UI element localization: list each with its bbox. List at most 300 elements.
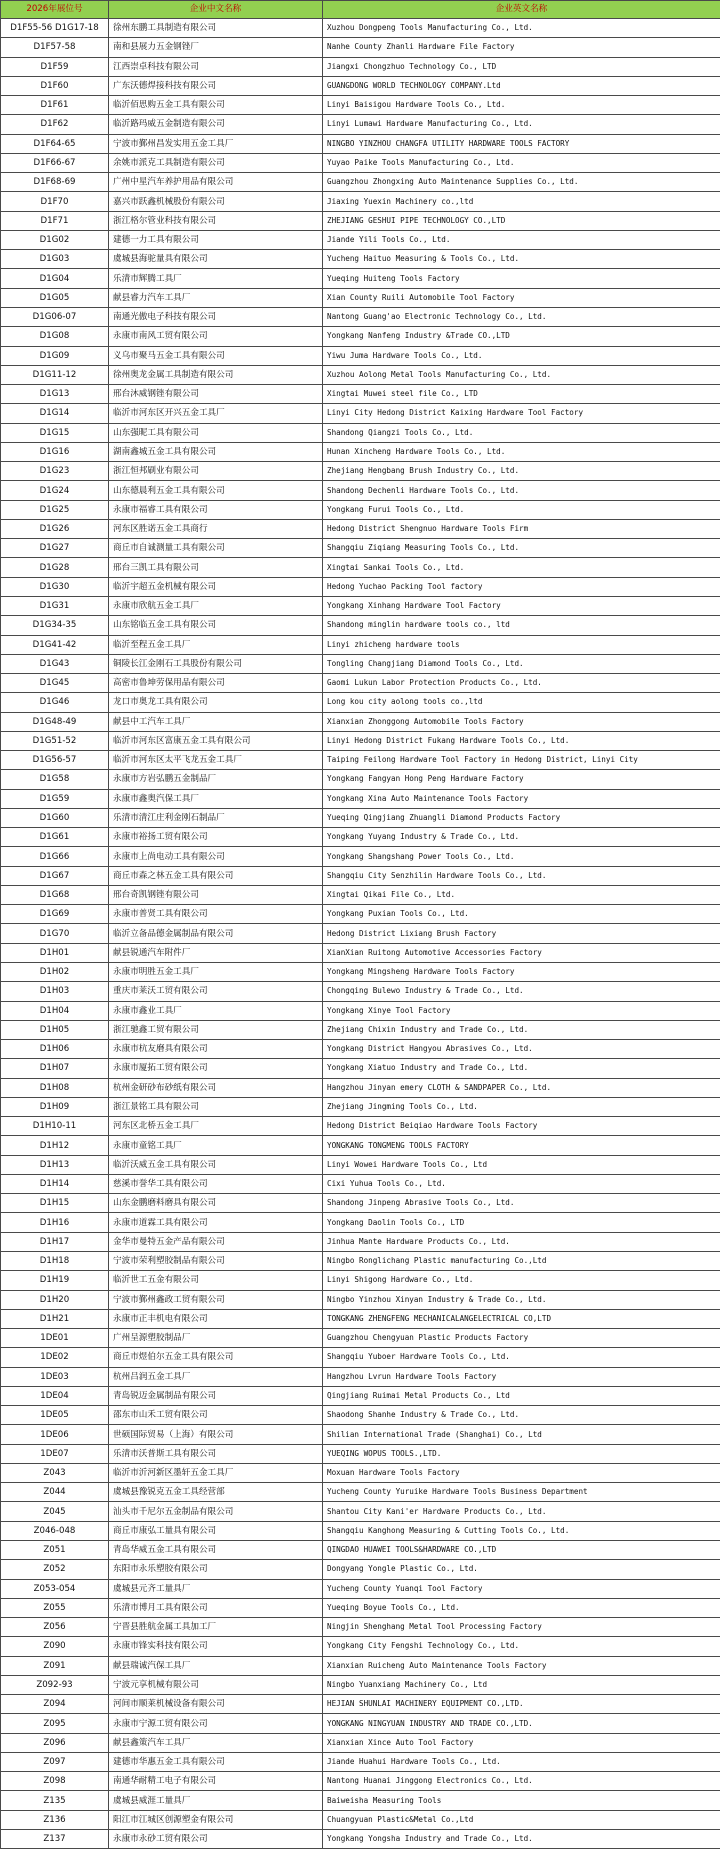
booth-number-cell[interactable]: D1H19: [1, 1271, 109, 1290]
booth-number-cell[interactable]: D1G11-12: [1, 365, 109, 384]
booth-number-cell[interactable]: Z135: [1, 1791, 109, 1810]
english-name-cell[interactable]: Yongkang Xina Auto Maintenance Tools Factory: [323, 789, 720, 808]
booth-number-cell[interactable]: D1H16: [1, 1213, 109, 1232]
english-name-cell[interactable]: Shantou City Kani'er Hardware Products Co., Ltd.: [323, 1502, 720, 1521]
english-name-cell[interactable]: Yongkang Shangshang Power Tools Co., Ltd.: [323, 847, 720, 866]
english-name-cell[interactable]: Shangqiu Yuboer Hardware Tools Co., Ltd.: [323, 1348, 720, 1367]
booth-number-cell[interactable]: D1G43: [1, 654, 109, 673]
english-name-cell[interactable]: XianXian Ruitong Automotive Accessories Factory: [323, 943, 720, 962]
booth-number-cell[interactable]: Z136: [1, 1810, 109, 1829]
english-name-cell[interactable]: Hangzhou Lvrun Hardware Tools Factory: [323, 1367, 720, 1386]
booth-number-cell[interactable]: D1G41-42: [1, 635, 109, 654]
chinese-name-cell[interactable]: 虞城县威涯工量具厂: [109, 1791, 323, 1810]
chinese-name-cell[interactable]: 杭州吕润五金工具厂: [109, 1367, 323, 1386]
chinese-name-cell[interactable]: 临沂立备品德金属制品有限公司: [109, 924, 323, 943]
english-name-cell[interactable]: Guangzhou Zhongxing Auto Maintenance Supplies Co., Ltd.: [323, 173, 720, 192]
booth-number-cell[interactable]: D1G66: [1, 847, 109, 866]
booth-number-cell[interactable]: Z046-048: [1, 1521, 109, 1540]
english-name-cell[interactable]: Ningjin Shenghang Metal Tool Processing Factory: [323, 1618, 720, 1637]
chinese-name-cell[interactable]: 河东区胜诺五金工具商行: [109, 519, 323, 538]
chinese-name-cell[interactable]: 商丘市森之林五金工具有限公司: [109, 866, 323, 885]
chinese-name-cell[interactable]: 乐清市辉腾工具厂: [109, 269, 323, 288]
chinese-name-cell[interactable]: 青岛锐迈金属制品有限公司: [109, 1386, 323, 1405]
english-name-cell[interactable]: Yueqing Huiteng Tools Factory: [323, 269, 720, 288]
chinese-name-cell[interactable]: 义乌市聚马五金工具有限公司: [109, 346, 323, 365]
english-name-cell[interactable]: Guangzhou Chengyuan Plastic Products Factory: [323, 1329, 720, 1348]
table-row: [1, 1386, 720, 1405]
english-name-cell[interactable]: Shilian International Trade (Shanghai) Co., Ltd: [323, 1425, 720, 1444]
booth-number-cell[interactable]: D1F59: [1, 57, 109, 76]
booth-number-cell[interactable]: D1H14: [1, 1174, 109, 1193]
chinese-name-cell[interactable]: 永康市道霖工具有限公司: [109, 1213, 323, 1232]
booth-number-cell[interactable]: Z043: [1, 1463, 109, 1482]
english-name-cell[interactable]: Yongkang Mingsheng Hardware Tools Factory: [323, 963, 720, 982]
header-booth-number[interactable]: 2026年展位号: [1, 1, 109, 19]
english-name-cell[interactable]: TONGKANG ZHENGFENG MECHANICALANGELECTRICAL CO,LTD: [323, 1309, 720, 1328]
chinese-name-cell[interactable]: 永康市南风工贸有限公司: [109, 327, 323, 346]
booth-number-cell[interactable]: D1G05: [1, 288, 109, 307]
chinese-name-cell[interactable]: 商丘市煜伯尔五金工具有限公司: [109, 1348, 323, 1367]
english-name-cell[interactable]: Xuzhou Aolong Metal Tools Manufacturing Co., Ltd.: [323, 365, 720, 384]
table-row: [1, 577, 720, 596]
chinese-name-cell[interactable]: 山东强昵工具有限公司: [109, 423, 323, 442]
booth-number-cell[interactable]: Z055: [1, 1598, 109, 1617]
chinese-name-cell[interactable]: 山东德晨利五金工具有限公司: [109, 481, 323, 500]
chinese-name-cell[interactable]: 南通华耐精工电子有限公司: [109, 1772, 323, 1791]
booth-number-cell[interactable]: D1G28: [1, 558, 109, 577]
booth-number-cell[interactable]: D1G61: [1, 828, 109, 847]
english-name-cell[interactable]: ZHEJIANG GESHUI PIPE TECHNOLOGY CO.,LTD: [323, 211, 720, 230]
booth-number-cell[interactable]: D1G25: [1, 500, 109, 519]
chinese-name-cell[interactable]: 永康市明胜五金工具厂: [109, 963, 323, 982]
chinese-name-cell[interactable]: 徐州东鹏工具制造有限公司: [109, 19, 323, 38]
chinese-name-cell[interactable]: 献县瑞诚汽保工具厂: [109, 1656, 323, 1675]
english-name-cell[interactable]: YONGKANG NINGYUAN INDUSTRY AND TRADE CO.,LTD.: [323, 1714, 720, 1733]
english-name-cell[interactable]: Yongkang Yongsha Industry and Trade Co., Ltd.: [323, 1829, 720, 1848]
chinese-name-cell[interactable]: 永康市杭友磨具有限公司: [109, 1040, 323, 1059]
table-row: [1, 385, 720, 404]
booth-number-cell[interactable]: Z091: [1, 1656, 109, 1675]
booth-number-cell[interactable]: D1G26: [1, 519, 109, 538]
booth-number-cell[interactable]: 1DE02: [1, 1348, 109, 1367]
chinese-name-cell[interactable]: 宁波元享机械有限公司: [109, 1675, 323, 1694]
booth-number-cell[interactable]: Z051: [1, 1540, 109, 1559]
english-name-cell[interactable]: Xianxian Xince Auto Tool Factory: [323, 1733, 720, 1752]
chinese-name-cell[interactable]: 献县睿力汽车工具厂: [109, 288, 323, 307]
booth-number-cell[interactable]: D1G06-07: [1, 307, 109, 326]
booth-number-cell[interactable]: D1F61: [1, 96, 109, 115]
table-row: [1, 885, 720, 904]
english-name-cell[interactable]: Shandong minglin hardware tools co., ltd: [323, 616, 720, 635]
booth-number-cell[interactable]: D1H20: [1, 1290, 109, 1309]
booth-number-cell[interactable]: D1H09: [1, 1097, 109, 1116]
english-name-cell[interactable]: Long kou city aolong tools co.,ltd: [323, 693, 720, 712]
english-name-cell[interactable]: Zhejiang Hengbang Brush Industry Co., Ltd.: [323, 462, 720, 481]
english-name-cell[interactable]: Hedong District Lixiang Brush Factory: [323, 924, 720, 943]
table-row: [1, 1598, 720, 1617]
english-name-cell[interactable]: Ningbo Yuanxiang Machinery Co., Ltd: [323, 1675, 720, 1694]
booth-number-cell[interactable]: D1G03: [1, 250, 109, 269]
chinese-name-cell[interactable]: 龙口市奥龙工具有限公司: [109, 693, 323, 712]
booth-number-cell[interactable]: D1G04: [1, 269, 109, 288]
chinese-name-cell[interactable]: 永康市永砂工贸有限公司: [109, 1829, 323, 1848]
chinese-name-cell[interactable]: 余姚市派克工具制造有限公司: [109, 153, 323, 172]
english-name-cell[interactable]: Chongqing Bulewo Industry & Trade Co., Ltd.: [323, 982, 720, 1001]
booth-number-cell[interactable]: D1G16: [1, 442, 109, 461]
english-name-cell[interactable]: Yiwu Juma Hardware Tools Co., Ltd.: [323, 346, 720, 365]
english-name-cell[interactable]: Linyi Hedong District Fukang Hardware Tools Co., Ltd.: [323, 731, 720, 750]
english-name-cell[interactable]: Xuzhou Dongpeng Tools Manufacturing Co., Ltd.: [323, 19, 720, 38]
booth-number-cell[interactable]: D1G60: [1, 808, 109, 827]
chinese-name-cell[interactable]: 邢台三凯工具有限公司: [109, 558, 323, 577]
booth-number-cell[interactable]: D1G31: [1, 596, 109, 615]
booth-number-cell[interactable]: 1DE07: [1, 1444, 109, 1463]
chinese-name-cell[interactable]: 献县锐通汽车附件厂: [109, 943, 323, 962]
booth-number-cell[interactable]: Z094: [1, 1695, 109, 1714]
chinese-name-cell[interactable]: 乐清市博月工具有限公司: [109, 1598, 323, 1617]
english-name-cell[interactable]: Yongkang Xiatuo Industry and Trade Co., Ltd.: [323, 1059, 720, 1078]
booth-number-cell[interactable]: D1H12: [1, 1136, 109, 1155]
chinese-name-cell[interactable]: 宁波市鄞州昌发实用五金工具厂: [109, 134, 323, 153]
english-name-cell[interactable]: Jiangxi Chongzhuo Technology Co., LTD: [323, 57, 720, 76]
booth-number-cell[interactable]: D1G48-49: [1, 712, 109, 731]
booth-number-cell[interactable]: Z090: [1, 1637, 109, 1656]
chinese-name-cell[interactable]: 河间市顺莱机械设备有限公司: [109, 1695, 323, 1714]
booth-number-cell[interactable]: Z098: [1, 1772, 109, 1791]
chinese-name-cell[interactable]: 临沂沃威五金工具有限公司: [109, 1155, 323, 1174]
booth-number-cell[interactable]: D1H05: [1, 1020, 109, 1039]
booth-number-cell[interactable]: D1H13: [1, 1155, 109, 1174]
chinese-name-cell[interactable]: 宁波市荣利塑胶制品有限公司: [109, 1252, 323, 1271]
chinese-name-cell[interactable]: 建德一力工具有限公司: [109, 230, 323, 249]
chinese-name-cell[interactable]: 临沂市沂河新区墨轩五金工具厂: [109, 1463, 323, 1482]
chinese-name-cell[interactable]: 宁波市鄞州鑫政工贸有限公司: [109, 1290, 323, 1309]
booth-number-cell[interactable]: Z045: [1, 1502, 109, 1521]
table-row: [1, 1463, 720, 1482]
chinese-name-cell[interactable]: 邵东市山禾工贸有限公司: [109, 1406, 323, 1425]
chinese-name-cell[interactable]: 临沂宇超五金机械有限公司: [109, 577, 323, 596]
chinese-name-cell[interactable]: 浙江恒邦刷业有限公司: [109, 462, 323, 481]
booth-number-cell[interactable]: D1F62: [1, 115, 109, 134]
english-name-cell[interactable]: Zhejiang Jingming Tools Co., Ltd.: [323, 1097, 720, 1116]
chinese-name-cell[interactable]: 东阳市永乐塑胶有限公司: [109, 1560, 323, 1579]
booth-number-cell[interactable]: D1H01: [1, 943, 109, 962]
english-name-cell[interactable]: Yongkang City Fengshi Technology Co., Ltd.: [323, 1637, 720, 1656]
chinese-name-cell[interactable]: 临沂市河东区太平飞龙五金工具厂: [109, 751, 323, 770]
chinese-name-cell[interactable]: 献县中工汽车工具厂: [109, 712, 323, 731]
chinese-name-cell[interactable]: 永康市普贤工具有限公司: [109, 905, 323, 924]
chinese-name-cell[interactable]: 广州中星汽车养护用品有限公司: [109, 173, 323, 192]
english-name-cell[interactable]: Moxuan Hardware Tools Factory: [323, 1463, 720, 1482]
chinese-name-cell[interactable]: 永康市童铭工具厂: [109, 1136, 323, 1155]
booth-number-cell[interactable]: Z056: [1, 1618, 109, 1637]
chinese-name-cell[interactable]: 河东区北桥五金工具厂: [109, 1117, 323, 1136]
english-name-cell[interactable]: Shandong Qiangzi Tools Co., Ltd.: [323, 423, 720, 442]
chinese-name-cell[interactable]: 广州呈源塑胶制品厂: [109, 1329, 323, 1348]
english-name-cell[interactable]: Nanhe County Zhanli Hardware File Factory: [323, 38, 720, 57]
booth-number-cell[interactable]: D1G27: [1, 539, 109, 558]
chinese-name-cell[interactable]: 永康市裕扬工贸有限公司: [109, 828, 323, 847]
english-name-cell[interactable]: Linyi zhicheng hardware tools: [323, 635, 720, 654]
chinese-name-cell[interactable]: 阳江市江城区创源塑金有限公司: [109, 1810, 323, 1829]
booth-number-cell[interactable]: D1G02: [1, 230, 109, 249]
booth-number-cell[interactable]: Z044: [1, 1483, 109, 1502]
english-name-cell[interactable]: Gaomi Lukun Labor Protection Products Co., Ltd.: [323, 674, 720, 693]
english-name-cell[interactable]: Yueqing Qingjiang Zhuangli Diamond Products Factory: [323, 808, 720, 827]
booth-number-cell[interactable]: D1G70: [1, 924, 109, 943]
booth-number-cell[interactable]: D1H02: [1, 963, 109, 982]
chinese-name-cell[interactable]: 嘉兴市跃鑫机械股份有限公司: [109, 192, 323, 211]
english-name-cell[interactable]: Ningbo Yinzhou Xinyan Industry & Trade Co., Ltd.: [323, 1290, 720, 1309]
chinese-name-cell[interactable]: 虞城县豫锐克五金工具经营部: [109, 1483, 323, 1502]
chinese-name-cell[interactable]: 临沂佰思购五金工具有限公司: [109, 96, 323, 115]
english-name-cell[interactable]: Linyi Lumawi Hardware Manufacturing Co., Ltd.: [323, 115, 720, 134]
chinese-name-cell[interactable]: 永康市上尚电动工具有限公司: [109, 847, 323, 866]
booth-number-cell[interactable]: D1G24: [1, 481, 109, 500]
english-name-cell[interactable]: QINGDAO HUAWEI TOOLS&HARDWARE CO.,LTD: [323, 1540, 720, 1559]
chinese-name-cell[interactable]: 广东沃德焊接科技有限公司: [109, 76, 323, 95]
chinese-name-cell[interactable]: 浙江格尔管业科技有限公司: [109, 211, 323, 230]
booth-number-cell[interactable]: D1H08: [1, 1078, 109, 1097]
english-name-cell[interactable]: Nantong Guang'ao Electronic Technology Co., Ltd.: [323, 307, 720, 326]
booth-number-cell[interactable]: Z052: [1, 1560, 109, 1579]
english-name-cell[interactable]: YONGKANG TONGMENG TOOLS FACTORY: [323, 1136, 720, 1155]
english-name-cell[interactable]: Yongkang Daolin Tools Co., LTD: [323, 1213, 720, 1232]
chinese-name-cell[interactable]: 江西崇卓科技有限公司: [109, 57, 323, 76]
header-english-name[interactable]: 企业英文名称: [323, 1, 720, 19]
english-name-cell[interactable]: Jiande Yili Tools Co., Ltd.: [323, 230, 720, 249]
chinese-name-cell[interactable]: 虞城县海驼量具有限公司: [109, 250, 323, 269]
booth-number-cell[interactable]: Z096: [1, 1733, 109, 1752]
chinese-name-cell[interactable]: 永康市宁源工贸有限公司: [109, 1714, 323, 1733]
booth-number-cell[interactable]: D1F55-56 D1G17-18: [1, 19, 109, 38]
english-name-cell[interactable]: Jiaxing Yuexin Machinery co.,ltd: [323, 192, 720, 211]
english-name-cell[interactable]: Linyi Baisigou Hardware Tools Co., Ltd.: [323, 96, 720, 115]
booth-number-cell[interactable]: D1F66-67: [1, 153, 109, 172]
chinese-name-cell[interactable]: 永康市正丰机电有限公司: [109, 1309, 323, 1328]
english-name-cell[interactable]: Yongkang Nanfeng Industry &Trade CO.,LTD: [323, 327, 720, 346]
booth-number-cell[interactable]: D1H07: [1, 1059, 109, 1078]
booth-number-cell[interactable]: D1G51-52: [1, 731, 109, 750]
english-name-cell[interactable]: Xingtai Qikai File Co., Ltd.: [323, 885, 720, 904]
chinese-name-cell[interactable]: 献县鑫策汽车工具厂: [109, 1733, 323, 1752]
english-name-cell[interactable]: Xingtai Sankai Tools Co., Ltd.: [323, 558, 720, 577]
booth-number-cell[interactable]: Z053-054: [1, 1579, 109, 1598]
english-name-cell[interactable]: Shandong Dechenli Hardware Tools Co., Ltd.: [323, 481, 720, 500]
booth-number-cell[interactable]: Z092-93: [1, 1675, 109, 1694]
chinese-name-cell[interactable]: 南通光傲电子科技有限公司: [109, 307, 323, 326]
booth-number-cell[interactable]: D1H03: [1, 982, 109, 1001]
chinese-name-cell[interactable]: 乐清市沃普斯工具有限公司: [109, 1444, 323, 1463]
english-name-cell[interactable]: Hedong Yuchao Packing Tool factory: [323, 577, 720, 596]
chinese-name-cell[interactable]: 永康市鑫奥汽保工具厂: [109, 789, 323, 808]
booth-number-cell[interactable]: D1G46: [1, 693, 109, 712]
booth-number-cell[interactable]: D1G68: [1, 885, 109, 904]
english-name-cell[interactable]: Shangqiu Ziqiang Measuring Tools Co., Ltd.: [323, 539, 720, 558]
booth-number-cell[interactable]: D1F64-65: [1, 134, 109, 153]
booth-number-cell[interactable]: Z137: [1, 1829, 109, 1848]
english-name-cell[interactable]: Qingjiang Ruimai Metal Products Co., Ltd: [323, 1386, 720, 1405]
english-name-cell[interactable]: Yucheng County Yuanqi Tool Factory: [323, 1579, 720, 1598]
english-name-cell[interactable]: Baiweisha Measuring Tools: [323, 1791, 720, 1810]
chinese-name-cell[interactable]: 临沂路玛威五金制造有限公司: [109, 115, 323, 134]
english-name-cell[interactable]: YUEQING WOPUS TOOLS.,LTD.: [323, 1444, 720, 1463]
booth-number-cell[interactable]: D1F70: [1, 192, 109, 211]
english-name-cell[interactable]: Hedong District Shengnuo Hardware Tools Firm: [323, 519, 720, 538]
booth-number-cell[interactable]: D1G45: [1, 674, 109, 693]
booth-number-cell[interactable]: 1DE03: [1, 1367, 109, 1386]
english-name-cell[interactable]: Tongling Changjiang Diamond Tools Co., Ltd.: [323, 654, 720, 673]
english-name-cell[interactable]: Taiping Feilong Hardware Tool Factory in Hedong District, Linyi City: [323, 751, 720, 770]
chinese-name-cell[interactable]: 临沂至程五金工具厂: [109, 635, 323, 654]
booth-number-cell[interactable]: D1G08: [1, 327, 109, 346]
chinese-name-cell[interactable]: 湖南鑫城五金工具有限公司: [109, 442, 323, 461]
english-name-cell[interactable]: Yucheng Haituo Measuring & Tools Co., Ltd.: [323, 250, 720, 269]
english-name-cell[interactable]: HEJIAN SHUNLAI MACHINERY EQUIPMENT CO.,LTD.: [323, 1695, 720, 1714]
english-name-cell[interactable]: Yongkang Fangyan Hong Peng Hardware Factory: [323, 770, 720, 789]
english-name-cell[interactable]: Yongkang Puxian Tools Co., Ltd.: [323, 905, 720, 924]
english-name-cell[interactable]: Dongyang Yongle Plastic Co., Ltd.: [323, 1560, 720, 1579]
chinese-name-cell[interactable]: 永康市方岩弘鹏五金制品厂: [109, 770, 323, 789]
english-name-cell[interactable]: GUANGDONG WORLD TECHNOLOGY COMPANY.Ltd: [323, 76, 720, 95]
chinese-name-cell[interactable]: 汕头市千尼尔五金制品有限公司: [109, 1502, 323, 1521]
booth-number-cell[interactable]: D1F57-58: [1, 38, 109, 57]
booth-number-cell[interactable]: D1G09: [1, 346, 109, 365]
chinese-name-cell[interactable]: 商丘市康弘工量具有限公司: [109, 1521, 323, 1540]
chinese-name-cell[interactable]: 铜陵长江金刚石工具股份有限公司: [109, 654, 323, 673]
chinese-name-cell[interactable]: 徐州奥龙金属工具制造有限公司: [109, 365, 323, 384]
booth-number-cell[interactable]: D1G30: [1, 577, 109, 596]
chinese-name-cell[interactable]: 永康市鑫业工具厂: [109, 1001, 323, 1020]
chinese-name-cell[interactable]: 杭州金研砂布砂纸有限公司: [109, 1078, 323, 1097]
header-chinese-name[interactable]: 企业中文名称: [109, 1, 323, 19]
english-name-cell[interactable]: Jiande Huahui Hardware Tools Co., Ltd.: [323, 1752, 720, 1771]
english-name-cell[interactable]: Zhejiang Chixin Industry and Trade Co., Ltd.: [323, 1020, 720, 1039]
booth-number-cell[interactable]: 1DE04: [1, 1386, 109, 1405]
chinese-name-cell[interactable]: 宁晋县胜航金属工具加工厂: [109, 1618, 323, 1637]
chinese-name-cell[interactable]: 山东金鹏磨料磨具有限公司: [109, 1194, 323, 1213]
chinese-name-cell[interactable]: 乐清市清江庄利金刚石制品厂: [109, 808, 323, 827]
booth-number-cell[interactable]: D1H06: [1, 1040, 109, 1059]
english-name-cell[interactable]: Linyi Shigong Hardware Co., Ltd.: [323, 1271, 720, 1290]
english-name-cell[interactable]: Yueqing Boyue Tools Co., Ltd.: [323, 1598, 720, 1617]
table-row: [1, 1560, 720, 1579]
chinese-name-cell[interactable]: 商丘市自诚测量工具有限公司: [109, 539, 323, 558]
english-name-cell[interactable]: Linyi City Hedong District Kaixing Hardware Tool Factory: [323, 404, 720, 423]
english-name-cell[interactable]: Hedong District Beiqiao Hardware Tools Factory: [323, 1117, 720, 1136]
english-name-cell[interactable]: Yongkang Xinhang Hardware Tool Factory: [323, 596, 720, 615]
english-name-cell[interactable]: Chuangyuan Plastic&Metal Co.,Ltd: [323, 1810, 720, 1829]
english-name-cell[interactable]: Linyi Wowei Hardware Tools Co., Ltd: [323, 1155, 720, 1174]
booth-number-cell[interactable]: D1H18: [1, 1252, 109, 1271]
booth-number-cell[interactable]: D1H15: [1, 1194, 109, 1213]
booth-number-cell[interactable]: 1DE01: [1, 1329, 109, 1348]
booth-number-cell[interactable]: Z095: [1, 1714, 109, 1733]
booth-number-cell[interactable]: D1G14: [1, 404, 109, 423]
english-name-cell[interactable]: Yongkang Furui Tools Co., Ltd.: [323, 500, 720, 519]
chinese-name-cell[interactable]: 永康市厦拓工贸有限公司: [109, 1059, 323, 1078]
chinese-name-cell[interactable]: 世硕国际贸易（上海）有限公司: [109, 1425, 323, 1444]
chinese-name-cell[interactable]: 山东铭临五金工具有限公司: [109, 616, 323, 635]
chinese-name-cell[interactable]: 临沂市河东区开兴五金工具厂: [109, 404, 323, 423]
booth-number-cell[interactable]: D1F60: [1, 76, 109, 95]
booth-number-cell[interactable]: D1G69: [1, 905, 109, 924]
english-name-cell[interactable]: Cixi Yuhua Tools Co., Ltd.: [323, 1174, 720, 1193]
chinese-name-cell[interactable]: 重庆市莱沃工贸有限公司: [109, 982, 323, 1001]
chinese-name-cell[interactable]: 永康市欣航五金工具厂: [109, 596, 323, 615]
english-name-cell[interactable]: Yongkang Xinye Tool Factory: [323, 1001, 720, 1020]
booth-number-cell[interactable]: D1H21: [1, 1309, 109, 1328]
english-name-cell[interactable]: Hunan Xincheng Hardware Tools Co., Ltd.: [323, 442, 720, 461]
booth-number-cell[interactable]: 1DE05: [1, 1406, 109, 1425]
english-name-cell[interactable]: Yucheng County Yuruike Hardware Tools Business Department: [323, 1483, 720, 1502]
english-name-cell[interactable]: Shangqiu Kanghong Measuring & Cutting Tools Co., Ltd.: [323, 1521, 720, 1540]
booth-number-cell[interactable]: D1F71: [1, 211, 109, 230]
booth-number-cell[interactable]: D1G59: [1, 789, 109, 808]
chinese-name-cell[interactable]: 邢台沐威钢锉有限公司: [109, 385, 323, 404]
english-name-cell[interactable]: Ningbo Ronglichang Plastic manufacturing Co.,Ltd: [323, 1252, 720, 1271]
english-name-cell[interactable]: Hangzhou Jinyan emery CLOTH & SANDPAPER Co., Ltd.: [323, 1078, 720, 1097]
booth-number-cell[interactable]: Z097: [1, 1752, 109, 1771]
english-name-cell[interactable]: Xingtai Muwei steel file Co., LTD: [323, 385, 720, 404]
booth-number-cell[interactable]: D1G34-35: [1, 616, 109, 635]
booth-number-cell[interactable]: D1H04: [1, 1001, 109, 1020]
chinese-name-cell[interactable]: 虞城县元齐工量具厂: [109, 1579, 323, 1598]
table-row: [1, 1136, 720, 1155]
english-name-cell[interactable]: Yongkang Yuyang Industry & Trade Co., Ltd.: [323, 828, 720, 847]
table-row: [1, 1714, 720, 1733]
english-name-cell[interactable]: Nantong Huanai Jinggong Electronics Co., Ltd.: [323, 1772, 720, 1791]
chinese-name-cell[interactable]: 邢台奇凯钢锉有限公司: [109, 885, 323, 904]
chinese-name-cell[interactable]: 青岛华威五金工具有限公司: [109, 1540, 323, 1559]
booth-number-cell[interactable]: D1G67: [1, 866, 109, 885]
english-name-cell[interactable]: Shangqiu City Senzhilin Hardware Tools Co., Ltd.: [323, 866, 720, 885]
chinese-name-cell[interactable]: 临沂市河东区富康五金工具有限公司: [109, 731, 323, 750]
booth-number-cell[interactable]: D1G58: [1, 770, 109, 789]
english-name-cell[interactable]: Xianxian Zhonggong Automobile Tools Factory: [323, 712, 720, 731]
booth-number-cell[interactable]: D1G23: [1, 462, 109, 481]
table-row: [1, 635, 720, 654]
english-name-cell[interactable]: Shandong Jinpeng Abrasive Tools Co., Ltd.: [323, 1194, 720, 1213]
booth-number-cell[interactable]: D1H17: [1, 1232, 109, 1251]
english-name-cell[interactable]: Xian County Ruili Automobile Tool Factory: [323, 288, 720, 307]
chinese-name-cell[interactable]: 高密市鲁坤劳保用品有限公司: [109, 674, 323, 693]
english-name-cell[interactable]: Shaodong Shanhe Industry & Trade Co., Ltd.: [323, 1406, 720, 1425]
chinese-name-cell[interactable]: 永康市福睿工具有限公司: [109, 500, 323, 519]
english-name-cell[interactable]: Yuyao Paike Tools Manufacturing Co., Ltd.: [323, 153, 720, 172]
english-name-cell[interactable]: Yongkang District Hangyou Abrasives Co., Ltd.: [323, 1040, 720, 1059]
chinese-name-cell[interactable]: 南和县展力五金钢锉厂: [109, 38, 323, 57]
booth-number-cell[interactable]: D1G56-57: [1, 751, 109, 770]
table-row: [1, 1194, 720, 1213]
english-name-cell[interactable]: Xianxian Ruicheng Auto Maintenance Tools Factory: [323, 1656, 720, 1675]
booth-number-cell[interactable]: D1H10-11: [1, 1117, 109, 1136]
chinese-name-cell[interactable]: 建德市华惠五金工具有限公司: [109, 1752, 323, 1771]
chinese-name-cell[interactable]: 金华市曼特五金产品有限公司: [109, 1232, 323, 1251]
booth-number-cell[interactable]: D1G13: [1, 385, 109, 404]
booth-number-cell[interactable]: D1G15: [1, 423, 109, 442]
table-row: [1, 250, 720, 269]
chinese-name-cell[interactable]: 临沂世工五金有限公司: [109, 1271, 323, 1290]
chinese-name-cell[interactable]: 慈溪市誉华工具有限公司: [109, 1174, 323, 1193]
chinese-name-cell[interactable]: 浙江驰鑫工贸有限公司: [109, 1020, 323, 1039]
chinese-name-cell[interactable]: 永康市锋实科技有限公司: [109, 1637, 323, 1656]
chinese-name-cell[interactable]: 浙江景铭工具有限公司: [109, 1097, 323, 1116]
english-name-cell[interactable]: NINGBO YINZHOU CHANGFA UTILITY HARDWARE TOOLS FACTORY: [323, 134, 720, 153]
booth-number-cell[interactable]: D1F68-69: [1, 173, 109, 192]
booth-number-cell[interactable]: 1DE06: [1, 1425, 109, 1444]
english-name-cell[interactable]: Jinhua Mante Hardware Products Co., Ltd.: [323, 1232, 720, 1251]
